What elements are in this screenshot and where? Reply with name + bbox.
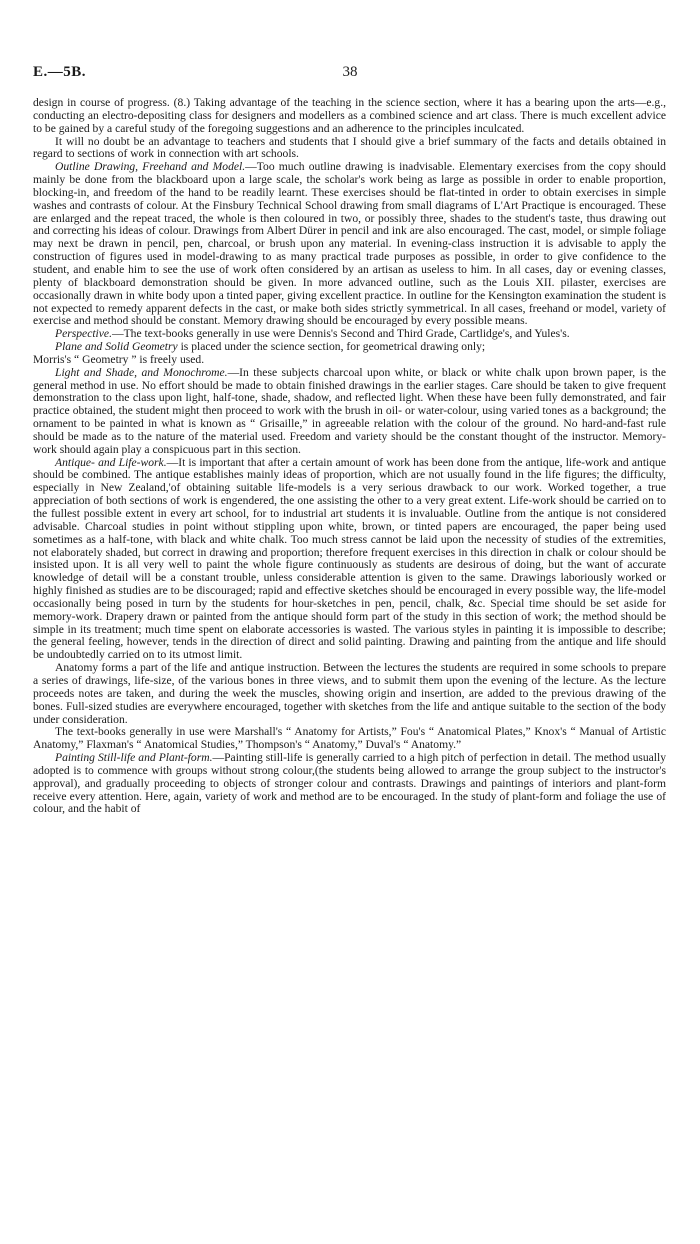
page-number: 38: [342, 64, 358, 80]
paragraph-text: —In these subjects charcoal upon white, or black or white chalk upon brown paper, is the general method in use. No effort should be made to obtain finished drawings in the earlier stages. Care should be taken to give frequent demonstration to the class upon light, half-tone, shade, shadow, and reflected light. When these have been fully demonstrated, and fair practice obtained, the student might then proceed to work with the brush in oil- or water-colour, using varied tones as a background; the ornament to be painted in what is known as “ Grisaille,” in agreeable relation with the colour of the ground. No hard-and-fast rule should be made as to the nature of the material used. Freedom and variety should be the constant thought of the instructor. Memory-work should again play a conspicuous part in this section.: [33, 365, 666, 456]
section-heading: Outline Drawing, Freehand and Model.: [55, 160, 246, 174]
paragraph-text: It will no doubt be an advantage to teachers and students that I should give a brief summary of the facts and details obtained in regard to sections of work in connection with art schools.: [33, 134, 666, 161]
paragraph-text: —Too much outline drawing is inadvisable. Elementary exercises from the copy should mainly be done from the blackboard upon a large scale, the scholar's work being as large as possible in order to enable proportion, blocking-in, and freedom of the hand to be readily learnt. These exercises should be flat-tinted in order to obtain exercises in simple washes and contrasts of colour. At the Finsbury Technical School drawing from small diagrams of L'Art Practique is encouraged. These are enlarged and the repeat traced, the whole is then coloured in two, or possibly three, shades to the student's taste, thus drawing out and correcting his ideas of colour. Drawings from Albert Dürer in pencil and ink are also encouraged. The cast, model, or simple foliage may next be drawn in pencil, pen, charcoal, or brush upon any material. In evening-class instruction it is advisable to apply the construction of figures used in model-drawing to as many practical trade purposes as possible, in order to give confidence to the student, and enable him to see the use of work often considered by an artisan as useless to him. In all cases, day or evening classes, plenty of blackboard demonstration should be given. In more advanced outline, such as the Louis XII. pilaster, exercises are occasionally drawn in white body upon a tinted paper, giving excellent practice. In outline for the Kensington examination the student is not expected to remedy apparent defects in the cast, or make both sides strictly symmetrical. In all cases, freehand or model, variety of exercise and method should be constant. Memory drawing should be encouraged by every possible means.: [33, 160, 666, 328]
paragraph-text: Anatomy forms a part of the life and antique instruction. Between the lectures the students are required in some schools to prepare a series of drawings, life-size, of the various bones in three views, and to submit them upon the evening of the lecture. As the lecture proceeds notes are taken, and during the week the muscles, showing origin and insertion, are added to the previous drawing of the bones. Full-sized studies are everywhere encouraged, together with sketches from the life and antique suitable to the section of the body under consideration.: [33, 661, 666, 726]
paragraph-text: design in course of progress. (8.) Taking advantage of the teaching in the science section, where it has a bearing upon the arts—e.g., conducting an electro-depositing class for designers and modellers as a combined science and art class. There is much excellent advice to be gained by a careful study of the foregoing suggestions and an adherence to the principles inculcated.: [33, 96, 666, 135]
paragraph: [33, 752, 666, 816]
paragraph-text: —Painting still-life is generally carried to a high pitch of perfection in detail. The method usually adopted is to commence with groups without strong colour,(the students being allowed to arrange the group subject to the instructor's approval), and gradually proceeding to objects of stronger colour and contrasts. Drawings and paintings of interiors and plant-form receive every attention. Here, again, variety of work and method are to be encouraged. In the study of plant-form and foliage the use of colour, and the habit of: [33, 751, 667, 816]
paragraph: [33, 367, 666, 457]
paragraph: [33, 161, 666, 328]
paragraph: [33, 662, 666, 726]
paragraph-text: —The text-books generally in use were Dennis's Second and Third Grade, Cartlidge's, and Yules's.: [111, 327, 570, 341]
paragraph: [33, 97, 666, 136]
section-heading: Plane and Solid Geometry: [55, 340, 178, 354]
section-heading: Antique- and Life-work.: [55, 455, 167, 469]
document-code: E.—5B.: [33, 64, 87, 80]
page-header: [33, 64, 667, 84]
paragraph-text: Morris's “ Geometry ” is freely used.: [33, 352, 205, 366]
body-text: [33, 97, 666, 816]
section-heading: Perspective.: [55, 327, 112, 341]
section-heading: Painting Still-life and Plant-form.: [55, 751, 213, 765]
paragraph-text: The text-books generally in use were Marshall's “ Anatomy for Artists,” Fou's “ Anatomical Plates,” Knox's “ Manual of Artistic Anatomy,” Flaxman's “ Anatomical Studies,” Thompson's “ Anatomy,” Duval's “ Anatomy.”: [33, 725, 666, 752]
section-heading: Light and Shade, and Monochrome.: [55, 365, 228, 379]
paragraph: [33, 136, 666, 162]
paragraph-text: —It is important that after a certain amount of work has been done from the antique, life-work and antique should be combined. The antique establishes mainly ideas of proportion, which are not usually found in the life figures; the difficulty, especially in New Zealand,'of obtaining suitable life-models is a very serious drawback to our work. Worked together, a true appreciation of both sections of work is engendered, the one assisting the other to a very great extent. Life-work should be carried on to the fullest possible extent in every art school, for to industrial art students it is invaluable. Outline from the antique is not considered advisable. Charcoal studies in point without stippling upon white, brown, or tinted papers are encouraged, the paper being used sometimes as a half-tone, with black and white chalk. Too much stress cannot be laid upon the necessity of studies of the extremities, not elaborately shaded, but correct in drawing and proportion; therefore frequent exercises in this direction in chalk or colour should be insisted upon. It is all very well to paint the whole figure continuously as students are desirous of doing, but the want of accurate knowledge of detail will be a constant trouble, unless considerable attention is given to the same. Drawings laboriously worked or highly finished as studies are to be discouraged; rapid and effective sketches should be encouraged in every possible way, the life-model occasionally being posed in turn by the students for hour-sketches in pen, pencil, chalk, &c. Special time should be set aside for memory-work. Drapery drawn or painted from the antique should form part of the study in this section of work; the method should be simple in its treatment; much time spent on elaborate accessories is wasted. The various styles in painting it is impossible to describe; the general feeling, however, tends in the direction of direct and solid painting. Drawing and painting from the antique and life should be undoubtedly carried on to its utmost limit.: [33, 455, 667, 662]
paragraph-text: is placed under the science section, for geometrical drawing only;: [177, 340, 486, 354]
paragraph: [33, 457, 666, 663]
paragraph: [33, 726, 666, 752]
